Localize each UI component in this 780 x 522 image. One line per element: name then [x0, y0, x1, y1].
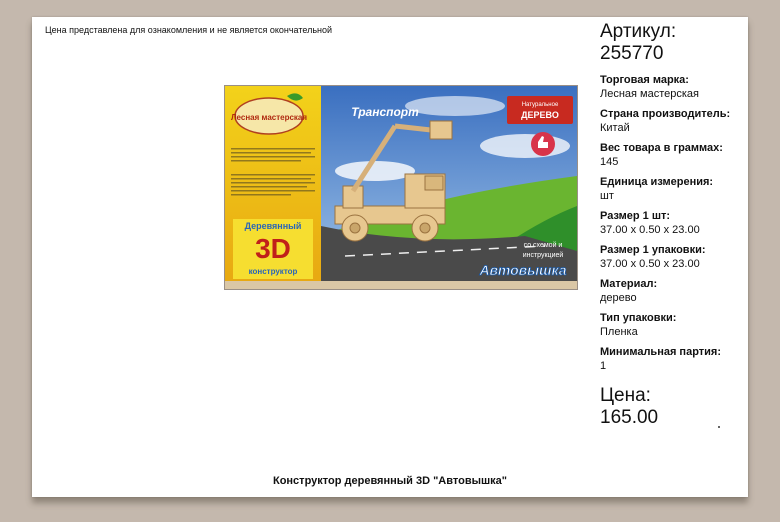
article-label: Артикул:	[600, 21, 677, 42]
svg-text:3D: 3D	[255, 233, 291, 264]
attribute-unit: Единица измерения: шт	[600, 176, 714, 202]
product-image	[224, 85, 578, 290]
product-title: Конструктор деревянный 3D "Автовышка"	[272, 475, 507, 487]
attribute-package-size: Размер 1 упаковки: 37.00 x 0.50 x 23.00	[600, 244, 706, 270]
article-block	[600, 21, 750, 65]
attribute-material: Материал: дерево	[600, 278, 658, 304]
price-label: Цена:	[600, 385, 651, 406]
attribute-weight: Вес товара в граммах: 145	[600, 142, 723, 168]
price-notice: Цена представлена для ознакомления и не является окончательной	[45, 25, 333, 35]
svg-text:Транспорт: Транспорт	[351, 105, 419, 119]
svg-text:конструктор: конструктор	[248, 267, 298, 276]
brand-logo-text: Лесная мастерская	[230, 113, 308, 122]
catalog-sheet	[32, 17, 748, 497]
attribute-country: Страна производитель: Китай	[600, 108, 731, 134]
attribute-item-size: Размер 1 шт: 37.00 x 0.50 x 23.00	[600, 210, 700, 236]
svg-text:со схемой и: со схемой и	[523, 242, 563, 249]
stray-dot	[718, 426, 720, 428]
svg-text:ДЕРЕВО: ДЕРЕВО	[521, 110, 559, 120]
svg-text:Деревянный: Деревянный	[244, 221, 302, 231]
attribute-package-type: Тип упаковки: Пленка	[600, 312, 677, 338]
product-box-illustration	[225, 86, 577, 289]
attribute-list	[600, 73, 750, 373]
price-block	[600, 385, 750, 429]
attribute-min-batch: Минимальная партия: 1	[600, 346, 721, 372]
attribute-brand: Торговая марка: Лесная мастерская	[600, 74, 699, 100]
svg-text:инструкцией: инструкцией	[522, 252, 564, 259]
product-details	[600, 21, 750, 429]
product-name-on-box: Автовышка	[479, 262, 567, 278]
svg-text:Натуральное: Натуральное	[521, 102, 559, 108]
article-value: 255770	[600, 43, 664, 64]
price-value: 165.00	[600, 407, 659, 428]
